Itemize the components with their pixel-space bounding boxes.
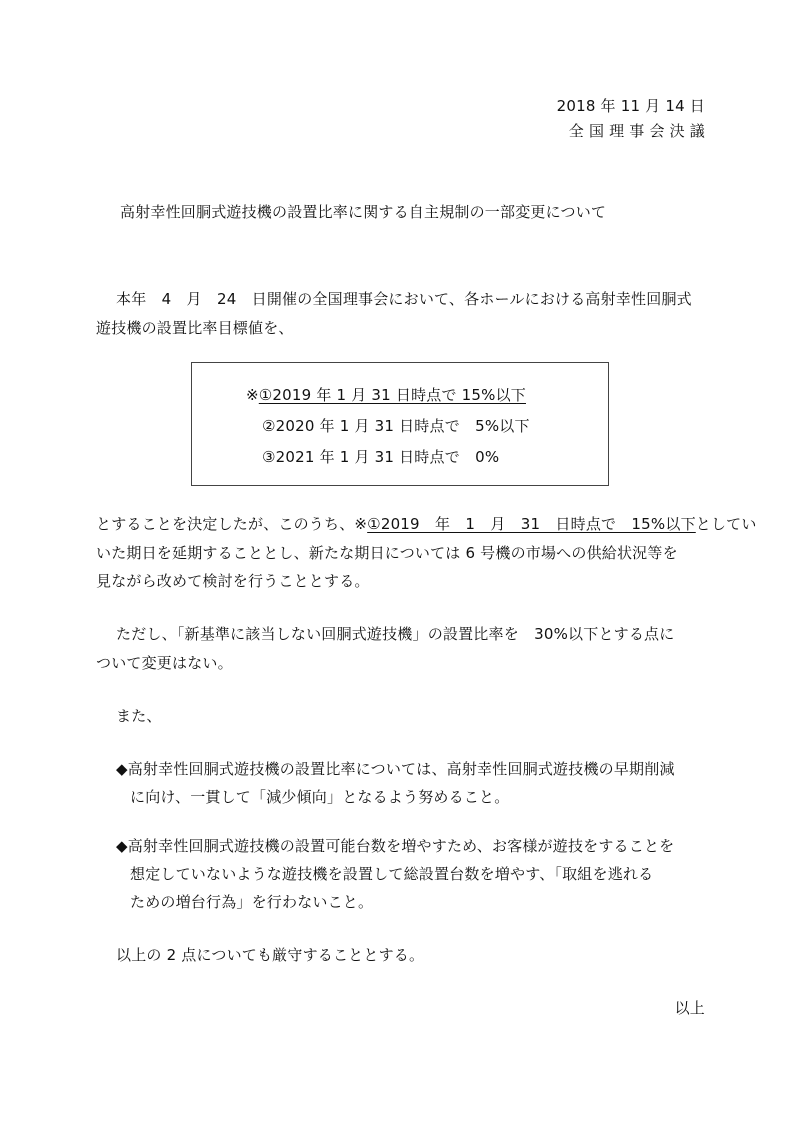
decision-line-2: いた期日を延期することとし、新たな期日については 6 号機の市場への供給状況等を <box>96 544 678 562</box>
end-mark: 以上 <box>674 999 705 1017</box>
decision-line-1-pre: とすることを決定したが、このうち、※ <box>96 515 368 533</box>
bullet-1-line-2: に向け、一貫して「減少傾向」となるよう努めること。 <box>130 788 510 806</box>
bullet-2-line-3: ための増台行為」を行わないこと。 <box>130 893 374 911</box>
decision-underlined-target: ①2019 年 1 月 31 日時点で 15%以下 <box>367 515 696 533</box>
closing-statement: 以上の 2 点についても厳守することとする。 <box>116 946 425 964</box>
intro-line-1: 本年 4 月 24 日開催の全国理事会において、各ホールにおける高射幸性回胴式 <box>116 290 692 308</box>
bullet-2-line-2: 想定していないような遊技機を設置して総設置台数を増やす、「取組を逃れる <box>130 865 654 883</box>
decision-line-1-post: としてい <box>695 515 757 533</box>
proviso-line-2: ついて変更はない。 <box>96 654 233 672</box>
bullet-1-line-1: ◆高射幸性回胴式遊技機の設置比率については、高射幸性回胴式遊技機の早期削減 <box>116 760 675 778</box>
decision-line-3: 見ながら改めて検討を行うこととする。 <box>96 572 370 590</box>
target-values-box <box>191 362 609 486</box>
bullet-2-line-1: ◆高射幸性回胴式遊技機の設置可能台数を増やすため、お客様が遊技をすることを <box>116 837 675 855</box>
target-2: ②2020 年 1 月 31 日時点で 5%以下 <box>262 417 530 435</box>
proviso-line-1: ただし、「新基準に該当しない回胴式遊技機」の設置比率を 30%以下とする点に <box>116 625 675 643</box>
decision-line-1 <box>96 514 757 534</box>
target-3: ③2021 年 1 月 31 日時点で 0% <box>262 448 500 466</box>
target-1-prefix: ※ <box>246 386 259 404</box>
also-label: また、 <box>116 707 162 725</box>
target-1 <box>246 385 526 405</box>
issuing-body: 全 国 理 事 会 決 議 <box>568 122 705 140</box>
document-title: 高射幸性回胴式遊技機の設置比率に関する自主規制の一部変更について <box>120 203 607 221</box>
intro-line-2: 遊技機の設置比率目標値を、 <box>96 319 294 337</box>
target-1-text: ①2019 年 1 月 31 日時点で 15%以下 <box>258 386 526 404</box>
date: 2018 年 11 月 14 日 <box>556 97 705 115</box>
